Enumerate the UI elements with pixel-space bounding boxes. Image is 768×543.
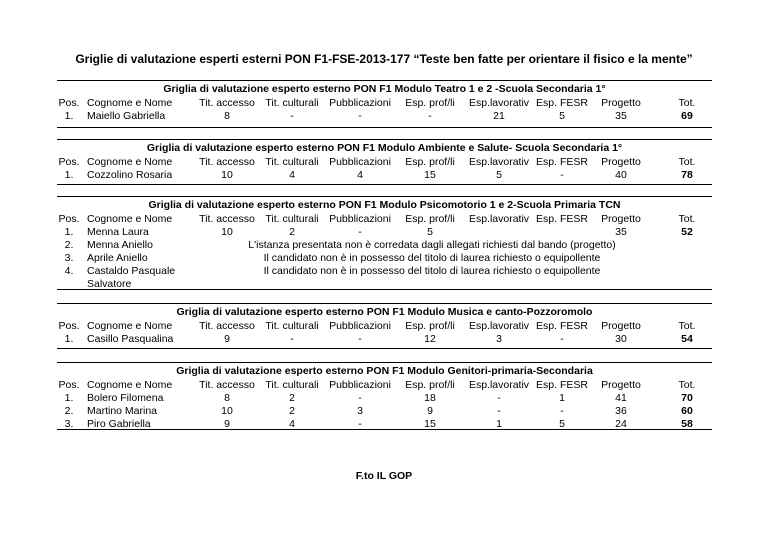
candidate-name: Piro Gabriella xyxy=(87,418,151,430)
column-header: Pos. xyxy=(58,320,80,332)
column-header: Pubblicazioni xyxy=(329,156,391,168)
score-cell: 12 xyxy=(424,333,436,345)
evaluation-table xyxy=(57,139,712,185)
score-cell: 9 xyxy=(224,418,230,430)
score-cell: - xyxy=(290,110,294,122)
evaluation-table xyxy=(57,362,712,430)
candidate-name: Menna Aniello xyxy=(87,239,153,251)
column-header: Tot. xyxy=(678,213,696,225)
total-score: 54 xyxy=(681,333,693,345)
score-cell: 10 xyxy=(221,226,233,238)
score-cell: 3 xyxy=(357,405,363,417)
table-caption: Griglia di valutazione esperto esterno PON F1 Modulo Genitori-primaria-Secondaria xyxy=(176,365,593,377)
score-cell: 35 xyxy=(615,226,627,238)
row-position: 1. xyxy=(64,333,74,345)
column-header: Tit. culturali xyxy=(265,379,319,391)
exclusion-note: Il candidato non è in possesso del titolo di laurea richiesto o equipollente xyxy=(263,265,601,277)
score-cell: 5 xyxy=(496,169,502,181)
column-header: Progetto xyxy=(601,320,641,332)
exclusion-note: Il candidato non è in possesso del titolo di laurea richiesto o equipollente xyxy=(263,252,601,264)
evaluation-table xyxy=(57,80,712,128)
total-score: 69 xyxy=(681,110,693,122)
row-position: 2. xyxy=(64,405,74,417)
score-cell: 2 xyxy=(289,392,295,404)
column-header: Esp. FESR xyxy=(536,156,588,168)
score-cell: 24 xyxy=(615,418,627,430)
score-cell: 15 xyxy=(424,418,436,430)
candidate-name: Bolero Filomena xyxy=(87,392,164,404)
score-cell: - xyxy=(358,226,362,238)
column-header: Esp. prof/li xyxy=(405,379,455,391)
column-header: Tit. accesso xyxy=(199,156,255,168)
table-caption: Griglia di valutazione esperto esterno PON F1 Modulo Teatro 1 e 2 -Scuola Secondaria 1° xyxy=(163,83,606,95)
candidate-name: Cozzolino Rosaria xyxy=(87,169,173,181)
candidate-name: Castaldo Pasquale xyxy=(87,265,176,277)
column-header: Progetto xyxy=(601,213,641,225)
score-cell: 4 xyxy=(289,418,295,430)
total-score: 70 xyxy=(681,392,693,404)
row-position: 1. xyxy=(64,392,74,404)
total-score: 52 xyxy=(681,226,693,238)
column-header: Pos. xyxy=(58,156,80,168)
column-header: Esp.lavorativ xyxy=(468,320,530,332)
candidate-name: Menna Laura xyxy=(87,226,149,238)
column-header: Pos. xyxy=(58,379,80,391)
column-header: Esp.lavorativ xyxy=(468,379,530,391)
score-cell: 8 xyxy=(224,392,230,404)
score-cell: 2 xyxy=(289,405,295,417)
column-header: Cognome e Nome xyxy=(87,213,173,225)
score-cell: 15 xyxy=(424,169,436,181)
table-caption: Griglia di valutazione esperto esterno PON F1 Modulo Psicomotorio 1 e 2-Scuola Primaria TCN xyxy=(148,199,621,211)
document-title: Griglie di valutazione esperti esterni PON F1-FSE-2013-177 “Teste ben fatte per orientare il fisico e la mente” xyxy=(75,52,693,66)
score-cell: 35 xyxy=(615,110,627,122)
score-cell: 30 xyxy=(615,333,627,345)
score-cell: - xyxy=(358,392,362,404)
score-cell: 4 xyxy=(289,169,295,181)
column-header: Tit. accesso xyxy=(199,379,255,391)
score-cell: 2 xyxy=(289,226,295,238)
row-position: 2. xyxy=(64,239,74,251)
score-cell: - xyxy=(560,169,564,181)
column-header: Tit. culturali xyxy=(265,213,319,225)
score-cell: 9 xyxy=(224,333,230,345)
row-position: 1. xyxy=(64,226,74,238)
candidate-name: Aprile Aniello xyxy=(87,252,148,264)
score-cell: - xyxy=(428,110,432,122)
column-header: Progetto xyxy=(601,97,641,109)
evaluation-table xyxy=(57,303,712,349)
candidate-name-continued: Salvatore xyxy=(87,278,132,290)
column-header: Pubblicazioni xyxy=(329,320,391,332)
column-header: Tit. accesso xyxy=(199,320,255,332)
column-header: Cognome e Nome xyxy=(87,379,173,391)
column-header: Tit. accesso xyxy=(199,97,255,109)
column-header: Pubblicazioni xyxy=(329,379,391,391)
score-cell: - xyxy=(497,405,501,417)
score-cell: 10 xyxy=(221,405,233,417)
score-cell: 5 xyxy=(427,226,433,238)
score-cell: 4 xyxy=(357,169,363,181)
candidate-name: Maiello Gabriella xyxy=(87,110,166,122)
column-header: Esp. prof/li xyxy=(405,320,455,332)
score-cell: 8 xyxy=(224,110,230,122)
column-header: Tit. culturali xyxy=(265,320,319,332)
column-header: Tot. xyxy=(678,97,696,109)
score-cell: 3 xyxy=(496,333,502,345)
score-cell: 18 xyxy=(424,392,436,404)
column-header: Esp. prof/li xyxy=(405,213,455,225)
column-header: Esp. FESR xyxy=(536,320,588,332)
row-position: 1. xyxy=(64,169,74,181)
column-header: Pubblicazioni xyxy=(329,97,391,109)
column-header: Pubblicazioni xyxy=(329,213,391,225)
signature: F.to IL GOP xyxy=(355,470,413,482)
score-cell: - xyxy=(560,405,564,417)
column-header: Esp.lavorativ xyxy=(468,97,530,109)
score-cell: - xyxy=(497,392,501,404)
column-header: Esp. FESR xyxy=(536,97,588,109)
table-caption: Griglia di valutazione esperto esterno PON F1 Modulo Ambiente e Salute- Scuola Secondaria 1° xyxy=(146,142,623,154)
total-score: 60 xyxy=(681,405,693,417)
score-cell: 1 xyxy=(496,418,502,430)
column-header: Tit. culturali xyxy=(265,156,319,168)
row-position: 1. xyxy=(64,110,74,122)
score-cell: 41 xyxy=(615,392,627,404)
score-cell: 5 xyxy=(559,418,565,430)
column-header: Esp.lavorativ xyxy=(468,213,530,225)
column-header: Cognome e Nome xyxy=(87,97,173,109)
column-header: Esp. FESR xyxy=(536,213,588,225)
column-header: Esp. prof/li xyxy=(405,97,455,109)
column-header: Tot. xyxy=(678,156,696,168)
column-header: Esp. prof/li xyxy=(405,156,455,168)
score-cell: 36 xyxy=(615,405,627,417)
total-score: 58 xyxy=(681,418,693,430)
column-header: Cognome e Nome xyxy=(87,156,173,168)
column-header: Tot. xyxy=(678,320,696,332)
row-position: 3. xyxy=(64,252,74,264)
row-position: 3. xyxy=(64,418,74,430)
total-score: 78 xyxy=(681,169,693,181)
column-header: Tot. xyxy=(678,379,696,391)
score-cell: 10 xyxy=(221,169,233,181)
column-header: Tit. accesso xyxy=(199,213,255,225)
exclusion-note: L'istanza presentata non è corredata dagli allegati richiesti dal bando (progetto) xyxy=(248,239,616,251)
table-caption: Griglia di valutazione esperto esterno PON F1 Modulo Musica e canto-Pozzoromolo xyxy=(176,306,593,318)
score-cell: - xyxy=(560,333,564,345)
candidate-name: Casillo Pasqualina xyxy=(87,333,174,345)
score-cell: 40 xyxy=(615,169,627,181)
column-header: Progetto xyxy=(601,379,641,391)
evaluation-table xyxy=(57,196,712,290)
column-header: Cognome e Nome xyxy=(87,320,173,332)
column-header: Tit. culturali xyxy=(265,97,319,109)
column-header: Pos. xyxy=(58,97,80,109)
score-cell: - xyxy=(358,110,362,122)
column-header: Esp. FESR xyxy=(536,379,588,391)
score-cell: 1 xyxy=(559,392,565,404)
score-cell: - xyxy=(290,333,294,345)
candidate-name: Martino Marina xyxy=(87,405,158,417)
column-header: Esp.lavorativ xyxy=(468,156,530,168)
score-cell: 21 xyxy=(493,110,505,122)
score-cell: - xyxy=(358,333,362,345)
score-cell: - xyxy=(358,418,362,430)
score-cell: 5 xyxy=(559,110,565,122)
row-position: 4. xyxy=(64,265,74,277)
column-header: Pos. xyxy=(58,213,80,225)
score-cell: 9 xyxy=(427,405,433,417)
column-header: Progetto xyxy=(601,156,641,168)
